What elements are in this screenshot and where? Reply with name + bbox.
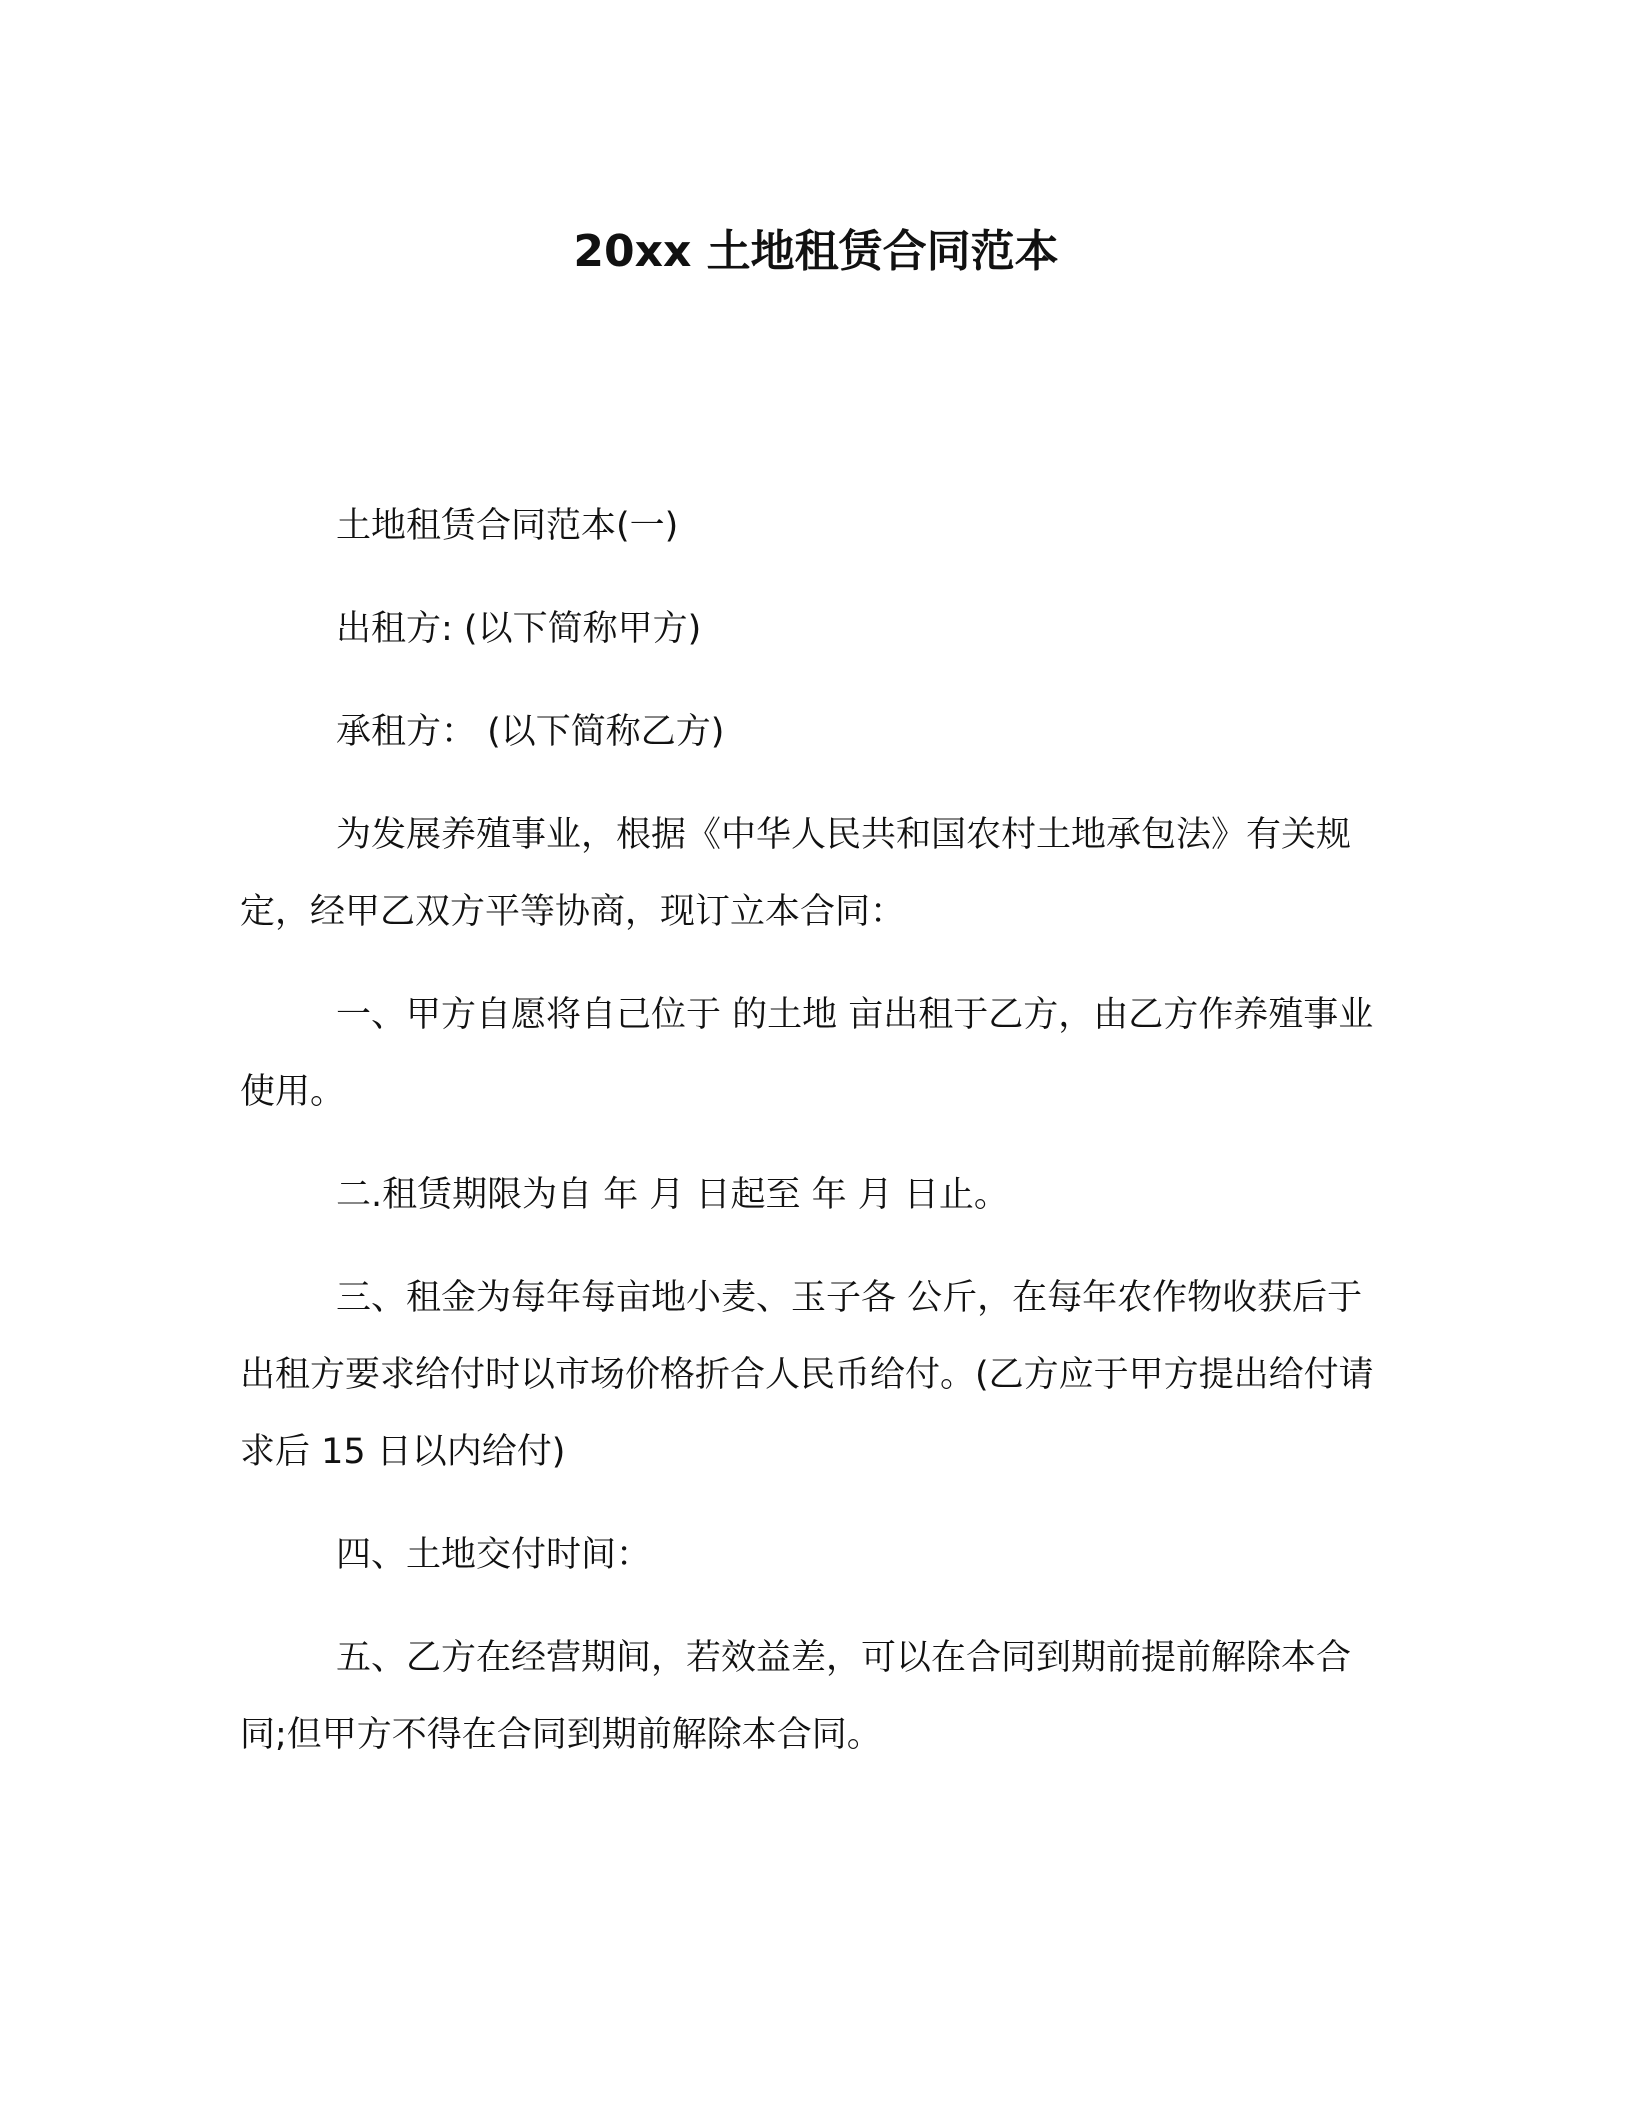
clause-2: 二.租赁期限为自 年 月 日起至 年 月 日止。: [336, 1175, 1009, 1215]
clause-1: 一、甲方自愿将自己位于 的土地 亩出租于乙方，由乙方作养殖事业使用。: [240, 995, 1374, 1112]
clause-4: 四、土地交付时间：: [336, 1535, 652, 1575]
document-title: 20xx 土地租赁合同范本: [573, 226, 1059, 277]
lessee-line: 承租方： (以下简称乙方): [336, 712, 725, 752]
clause-3: 三、租金为每年每亩地小麦、玉子各 公斤，在每年农作物收获后于出租方要求给付时以市场价格折合人民币给付。(乙方应于甲方提出给付请求后 15 日以内给付): [240, 1278, 1374, 1472]
section-heading: 土地租赁合同范本(一): [336, 506, 679, 546]
preamble-paragraph: 为发展养殖事业，根据《中华人民共和国农村土地承包法》有关规定，经甲乙双方平等协商，现订立本合同：: [240, 815, 1352, 932]
clause-5: 五、乙方在经营期间，若效益差，可以在合同到期前提前解除本合同;但甲方不得在合同到期前解除本合同。: [240, 1638, 1352, 1755]
document-body: [240, 488, 1390, 1800]
lessor-line: 出租方: (以下简称甲方): [336, 609, 702, 649]
